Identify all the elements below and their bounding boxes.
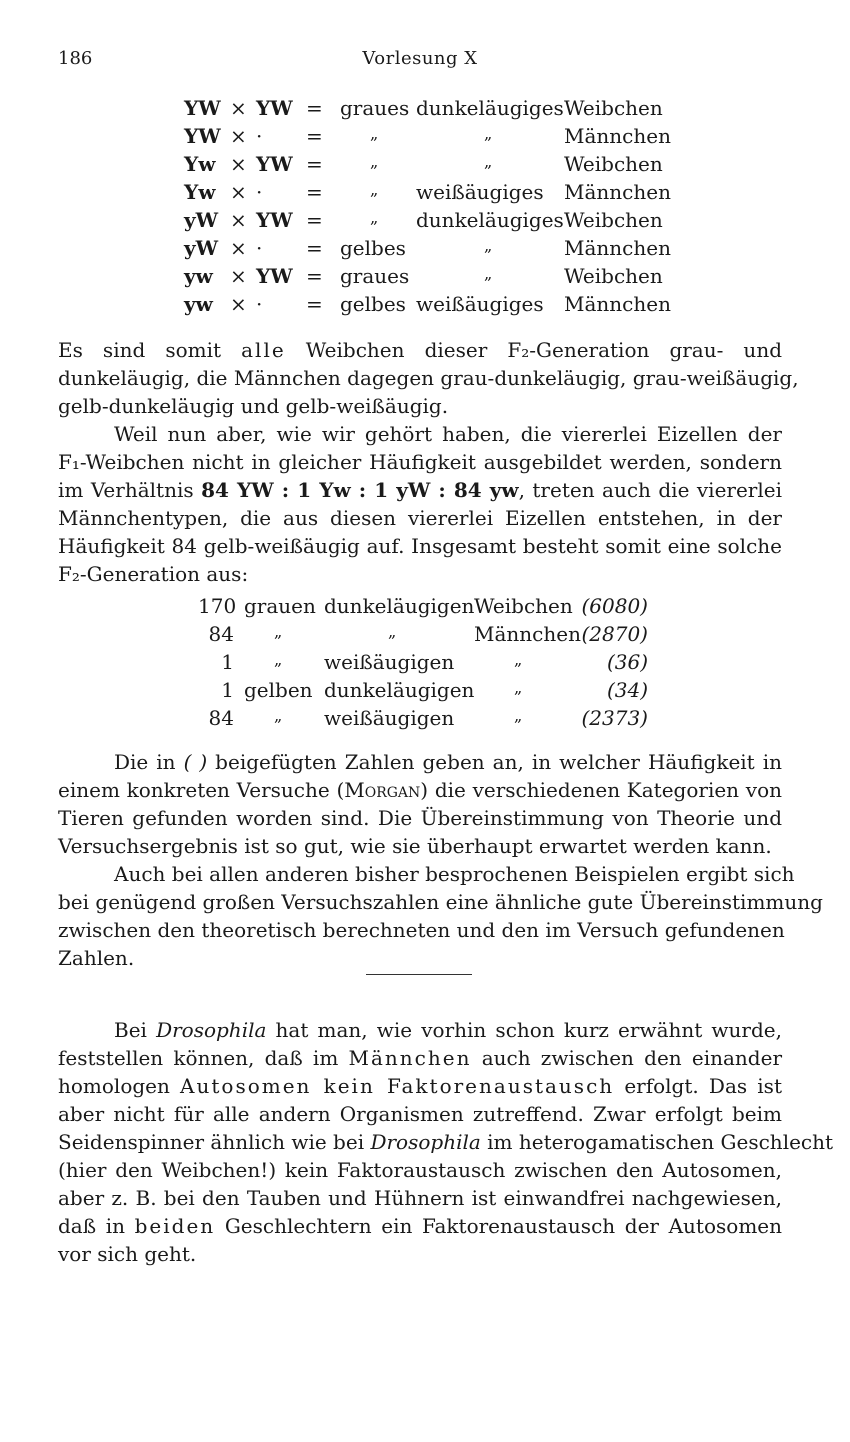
- text-line: Auch bei allen anderen bisher besprochenen Beispielen ergibt sich: [114, 862, 795, 886]
- text-line: Häufigkeit 84 gelb-weißäugig auf. Insgesamt besteht somit eine solche: [58, 534, 782, 558]
- section-divider: [366, 974, 472, 975]
- text-line: Tieren gefunden worden sind. Die Übereinstimmung von Theorie und: [58, 806, 782, 830]
- text-line: aber nicht für alle andern Organismen zutreffend. Zwar erfolgt beim: [58, 1102, 782, 1126]
- equals-sign: =: [306, 292, 323, 316]
- count-cell: 1: [221, 650, 234, 674]
- color-cell: „: [370, 124, 379, 143]
- equals-sign: =: [306, 96, 323, 120]
- cross-row: [184, 96, 674, 124]
- gamete-2: ·: [256, 236, 263, 260]
- color-cell: gelbes: [340, 292, 406, 316]
- author-morgan: Morgan: [344, 778, 421, 802]
- sex-cell: Weibchen: [564, 264, 663, 288]
- eye-cell: „: [388, 622, 397, 641]
- text-line: vor sich geht.: [58, 1242, 197, 1266]
- equals-sign: =: [306, 208, 323, 232]
- text-line: Weil nun aber, wie wir gehört haben, die viererlei Eizellen der: [114, 422, 782, 446]
- count-cell: 84: [208, 706, 234, 730]
- genus-drosophila: Drosophila: [370, 1130, 481, 1154]
- equals-sign: =: [306, 124, 323, 148]
- running-head: Vorlesung X: [362, 48, 478, 69]
- sex-cell: Weibchen: [474, 594, 573, 618]
- color-cell: „: [274, 622, 283, 641]
- gamete-2: ·: [256, 292, 263, 316]
- eye-cell: weißäugiges: [416, 292, 544, 316]
- text-line: F₁-Weibchen nicht in gleicher Häufigkeit ausgebildet werden, sondern: [58, 450, 782, 474]
- sex-cell: Weibchen: [564, 152, 663, 176]
- result-row: [198, 678, 648, 706]
- gamete-2: YW: [256, 264, 293, 288]
- emphasis-beiden: beiden: [134, 1214, 216, 1238]
- times-sign: ×: [230, 264, 247, 288]
- cross-row: [184, 152, 674, 180]
- color-cell: „: [370, 180, 379, 199]
- text-line: Zahlen.: [58, 946, 135, 970]
- sex-cell: Weibchen: [564, 96, 663, 120]
- eye-cell: „: [484, 124, 493, 143]
- observed-count: (2373): [581, 706, 648, 730]
- eye-cell: „: [484, 236, 493, 255]
- text-line: dunkeläugig, die Männchen dagegen grau-dunkeläugig, grau-weißäugig,: [58, 366, 799, 390]
- times-sign: ×: [230, 208, 247, 232]
- text-line: feststellen können, daß im Männchen auch zwischen den einander: [58, 1046, 782, 1070]
- count-cell: 84: [208, 622, 234, 646]
- sex-cell: Männchen: [564, 236, 671, 260]
- sex-cell: „: [514, 706, 523, 725]
- sex-cell: „: [514, 650, 523, 669]
- paragraph-agreement: [58, 860, 823, 972]
- color-cell: gelben: [244, 678, 313, 702]
- emphasis-alle: alle: [241, 338, 286, 362]
- gamete-2: YW: [256, 96, 293, 120]
- eye-cell: dunkeläugigen: [324, 594, 475, 618]
- ratio-formula: 84 YW : 1 Yw : 1 yW : 84 yw: [201, 478, 519, 502]
- text-line: zwischen den theoretisch berechneten und den im Versuch gefundenen: [58, 918, 785, 942]
- paragraph-morgan: [58, 748, 782, 860]
- cross-row: [184, 292, 674, 320]
- eye-cell: weißäugigen: [324, 650, 455, 674]
- gamete-1: YW: [184, 96, 221, 120]
- equals-sign: =: [306, 264, 323, 288]
- equals-sign: =: [306, 180, 323, 204]
- text-line: F₂-Generation aus:: [58, 562, 249, 586]
- text-line: aber z. B. bei den Tauben und Hühnern ist einwandfrei nachgewiesen,: [58, 1186, 782, 1210]
- gamete-2: ·: [256, 124, 263, 148]
- color-cell: „: [370, 208, 379, 227]
- gamete-2: YW: [256, 208, 293, 232]
- eye-cell: dunkeläugiges: [416, 96, 564, 120]
- times-sign: ×: [230, 236, 247, 260]
- emphasis-autosomen: Autosomen kein Faktorenaustausch: [180, 1074, 615, 1098]
- text-line: Männchentypen, die aus diesen viererlei Eizellen entstehen, in der: [58, 506, 782, 530]
- count-cell: 170: [198, 594, 237, 618]
- sex-cell: Männchen: [474, 622, 581, 646]
- eye-cell: weißäugiges: [416, 180, 544, 204]
- result-row: [198, 594, 648, 622]
- gamete-1: yw: [184, 264, 213, 288]
- gamete-1: Yw: [184, 152, 216, 176]
- emphasis-maennchen: Männchen: [348, 1046, 472, 1070]
- observed-count: (6080): [581, 594, 648, 618]
- paragraph-f2-summary: [58, 336, 799, 420]
- times-sign: ×: [230, 152, 247, 176]
- gamete-1: yw: [184, 292, 213, 316]
- times-sign: ×: [230, 292, 247, 316]
- times-sign: ×: [230, 180, 247, 204]
- paragraph-egg-ratio: [58, 420, 782, 588]
- text-line: Die in ( ) beigefügten Zahlen geben an, in welcher Häufigkeit in: [114, 750, 783, 774]
- equals-sign: =: [306, 152, 323, 176]
- sex-cell: Männchen: [564, 180, 671, 204]
- text-line: daß in beiden Geschlechtern ein Faktorenaustausch der Autosomen: [58, 1214, 782, 1238]
- sex-cell: „: [514, 678, 523, 697]
- text-line: gelb-dunkeläugig und gelb-weißäugig.: [58, 394, 449, 418]
- text-line: Seidenspinner ähnlich wie bei Drosophila im heterogamatischen Geschlecht: [58, 1130, 834, 1154]
- sex-cell: Männchen: [564, 292, 671, 316]
- eye-cell: dunkeläugigen: [324, 678, 475, 702]
- gamete-2: ·: [256, 180, 263, 204]
- parentheses-symbol: ( ): [183, 750, 208, 774]
- text-line: Es sind somit alle Weibchen dieser F₂-Generation grau- und: [58, 338, 782, 362]
- color-cell: „: [274, 706, 283, 725]
- gamete-1: YW: [184, 124, 221, 148]
- color-cell: gelbes: [340, 236, 406, 260]
- eye-cell: „: [484, 264, 493, 283]
- gamete-1: yW: [184, 236, 219, 260]
- cross-row: [184, 124, 674, 152]
- cross-row: [184, 208, 674, 236]
- color-cell: graues: [340, 96, 410, 120]
- times-sign: ×: [230, 96, 247, 120]
- text-line: Versuchsergebnis ist so gut, wie sie überhaupt erwartet werden kann.: [58, 834, 772, 858]
- text-line: Bei Drosophila hat man, wie vorhin schon kurz erwähnt wurde,: [114, 1018, 782, 1042]
- page-number: 186: [58, 48, 93, 69]
- text-line: homologen Autosomen kein Faktorenaustausch erfolgt. Das ist: [58, 1074, 782, 1098]
- color-cell: „: [370, 152, 379, 171]
- cross-row: [184, 236, 674, 264]
- equals-sign: =: [306, 236, 323, 260]
- paragraph-autosomes: [58, 1016, 834, 1268]
- color-cell: grauen: [244, 594, 316, 618]
- observed-count: (2870): [581, 622, 648, 646]
- sex-cell: Weibchen: [564, 208, 663, 232]
- text-line: bei genügend großen Versuchszahlen eine ähnliche gute Übereinstimmung: [58, 890, 823, 914]
- gamete-1: Yw: [184, 180, 216, 204]
- color-cell: graues: [340, 264, 410, 288]
- gamete-1: yW: [184, 208, 219, 232]
- cross-row: [184, 180, 674, 208]
- eye-cell: „: [484, 152, 493, 171]
- text-line: einem konkreten Versuche (Morgan) die verschiedenen Kategorien von: [58, 778, 782, 802]
- sex-cell: Männchen: [564, 124, 671, 148]
- count-cell: 1: [221, 678, 234, 702]
- result-row: [198, 706, 648, 734]
- eye-cell: weißäugigen: [324, 706, 455, 730]
- times-sign: ×: [230, 124, 247, 148]
- genus-drosophila: Drosophila: [156, 1018, 267, 1042]
- cross-row: [184, 264, 674, 292]
- observed-count: (34): [606, 678, 648, 702]
- result-row: [198, 650, 648, 678]
- gamete-2: YW: [256, 152, 293, 176]
- page-header: [58, 48, 782, 72]
- observed-count: (36): [606, 650, 648, 674]
- cross-table: [184, 96, 674, 320]
- result-row: [198, 622, 648, 650]
- text-line: im Verhältnis 84 YW : 1 Yw : 1 yW : 84 yw, treten auch die viererlei: [58, 478, 782, 502]
- color-cell: „: [274, 650, 283, 669]
- text-line: (hier den Weibchen!) kein Faktoraustausch zwischen den Autosomen,: [58, 1158, 782, 1182]
- eye-cell: dunkeläugiges: [416, 208, 564, 232]
- result-table: [198, 594, 648, 734]
